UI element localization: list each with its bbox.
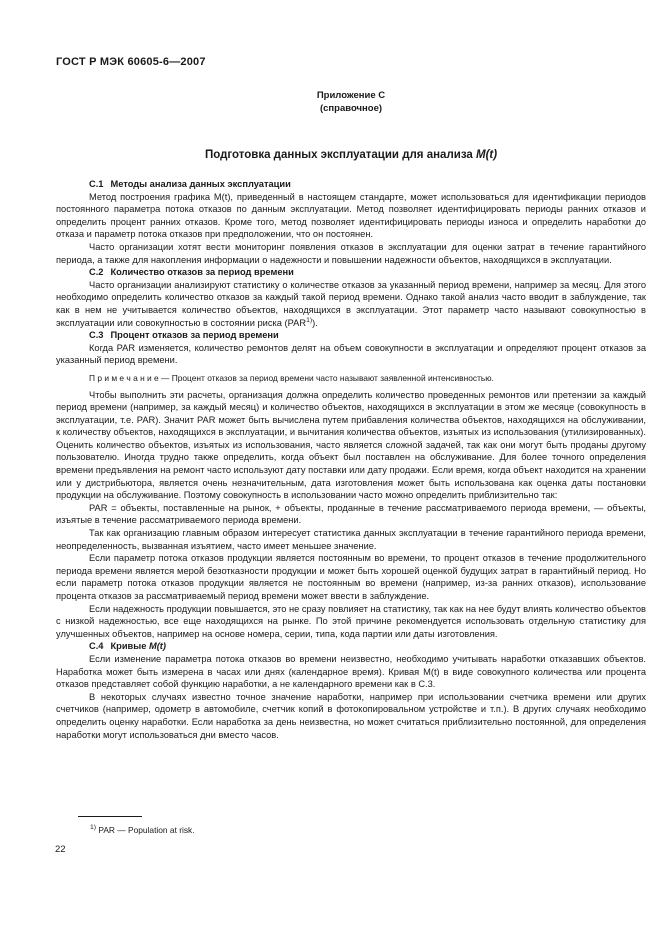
- section-number: С.4: [89, 641, 104, 652]
- appendix-block: [56, 89, 646, 115]
- section-heading-c4: [56, 640, 646, 653]
- paragraph-text: ).: [312, 317, 318, 328]
- footnote-text: PAR — Population at risk.: [96, 825, 195, 835]
- footnote-area: [56, 816, 376, 835]
- section-heading-c1: [56, 178, 646, 191]
- document-body: [56, 178, 646, 741]
- section-title: Процент отказов за период времени: [110, 330, 279, 341]
- page-title-formula: M(t): [475, 149, 498, 161]
- page-title: [56, 149, 646, 161]
- paragraph: Когда PAR изменяется, количество ремонтов делят на объем совокупности в эксплуатации и определяют процент отказов за указанный период времени.: [56, 342, 646, 366]
- note-paragraph: П р и м е ч а н и е — Процент отказов за период времени часто называют заявленной интенсивностью.: [89, 372, 494, 383]
- footnote-marker: 1): [90, 824, 97, 832]
- paragraph: Часто организации хотят вести мониторинг появления отказов в эксплуатации для оценки затрат в течение гарантийного периода, а также для накопления информации о надежности и повышении надежности объектов, находящихся в эксплуатации.: [56, 241, 646, 265]
- section-number: С.3: [89, 330, 104, 341]
- paragraph: Чтобы выполнить эти расчеты, организация должна определить количество проведенных ремонтов или претензии за каждый период времени (например, за каждый месяц) и количество объектов, находящихся в эксплуатации в этом же месяце (совокупность в эксплуатации, т.е. PAR). Значит PAR может быть вычислена путем прибавления количества объектов, находящихся на обслуживании, к количеству объектов, находящихся в эксплуатации, и вычитания количества объектов, изъятых из использования (утилизированных). Оценить количество объектов, изъятых из использования, часто является сложной задачей, так как они могут быть проданы другому пользователю. Иногда трудно также определить, когда объект был поставлен на обслуживание. Для более точного определения времени предъявления на ремонт часто используют дату поставки или дату продажи. Если время, когда объект находится на хранении или у дистрибьютора, является очень незначительным, дата изготовления может быть использована как оценка даты постановки продукции на обслуживание. Поэтому совокупность в использовании часто можно определить приблизительно так:: [56, 389, 646, 501]
- paragraph: Если параметр потока отказов продукции является постоянным во времени, то процент отказов в течение продолжительного периода времени является мерой безотказности продукции и может быть хорошей оценкой будущих затрат в гарантийный период. Но если параметр потока отказов продукции является не постоянным во времени (например, из-за ранних отказов), использование процента отказов за рассматриваемый период времени может ввести в заблуждение.: [56, 553, 646, 601]
- section-heading-c3: [56, 329, 646, 342]
- section-number: С.2: [89, 267, 104, 278]
- appendix-label: Приложение С: [316, 90, 386, 101]
- paragraph-formula: PAR = объекты, поставленные на рынок, + объекты, проданные в течение рассматриваемого периода времени, — объекты, изъятые в течение рассматриваемого периода времени.: [56, 502, 646, 526]
- section-number: С.1: [89, 179, 104, 189]
- section-title: Кривые: [110, 641, 149, 652]
- paragraph: [56, 279, 646, 329]
- paragraph: Так как организацию главным образом интересует статистика данных эксплуатации в течение гарантийного периода времени, неопределенность, вызванная изъятием, часто имеет меньшее значение.: [56, 528, 646, 551]
- footnote: [90, 825, 376, 835]
- document-standard-number: ГОСТ Р МЭК 60605-6—2007: [56, 56, 206, 68]
- appendix-type: (справочное): [319, 103, 383, 114]
- section-title-formula: M(t): [148, 641, 166, 652]
- paragraph: Если изменение параметра потока отказов во времени неизвестно, необходимо учитывать наработки отказавших объектов. Наработка может быть измерена в часах или днях (календарное время). Кривая M(t) в виде совокупного количества или процента отказов представляет собой функцию наработки, а не календарного времени как в С.3.: [56, 653, 646, 690]
- section-title: Количество отказов за период времени: [110, 267, 294, 278]
- paragraph: Метод построения графика M(t), приведенный в настоящем стандарте, может использоваться для идентификации периодов постоянного параметра потока отказов по данным эксплуатации. Метод позволяет идентифицировать периоды ранних отказов и определить процент ранних отказов. Кроме того, метод позволяет идентифицировать периоды износа и определить наработки до отказа и параметр потока отказов при предположении, что он постоянен.: [56, 191, 646, 240]
- footnote-reference: 1): [306, 316, 313, 324]
- section-title: Методы анализа данных эксплуатации: [110, 179, 291, 189]
- paragraph-text: Часто организации анализируют статистику о количестве отказов за указанный период времени, например за месяц. Для этого необходимо определить количество отказов за каждый такой период времени. Однако такой анализ часто вводит в заблуждение, так как в нем не учитывается количество объектов, находящихся в эксплуатации. Этот параметр часто называют совокупностью в эксплуатации или совокупностью в состоянии риска (PAR: [56, 279, 646, 328]
- page-title-text: Подготовка данных эксплуатации для анализа: [204, 149, 476, 161]
- footnote-rule: [78, 816, 142, 817]
- paragraph: В некоторых случаях известно точное значение наработки, например при использовании счетчика времени или других счетчиков (например, одометр в автомобиле, счетчик копий в фотокопировальном устройстве и т.п.). В других случаях необходимо определить оценку наработки. Если наработка за день неизвестна, но может считаться приблизительно постоянной, для определения наработки могут использоваться дни вместо часов.: [56, 691, 646, 740]
- section-heading-c2: [56, 266, 646, 279]
- paragraph: Если надежность продукции повышается, это не сразу повлияет на статистику, так как на нее будут влиять количество объектов с низкой надежностью, все еще находящихся на рынке. По этой причине рекомендуется использовать отдельную статистику для улучшенных объектов, например на основе номера, серии, типа, кода партии или даты изготовления.: [56, 603, 646, 639]
- page-number: 22: [55, 844, 66, 855]
